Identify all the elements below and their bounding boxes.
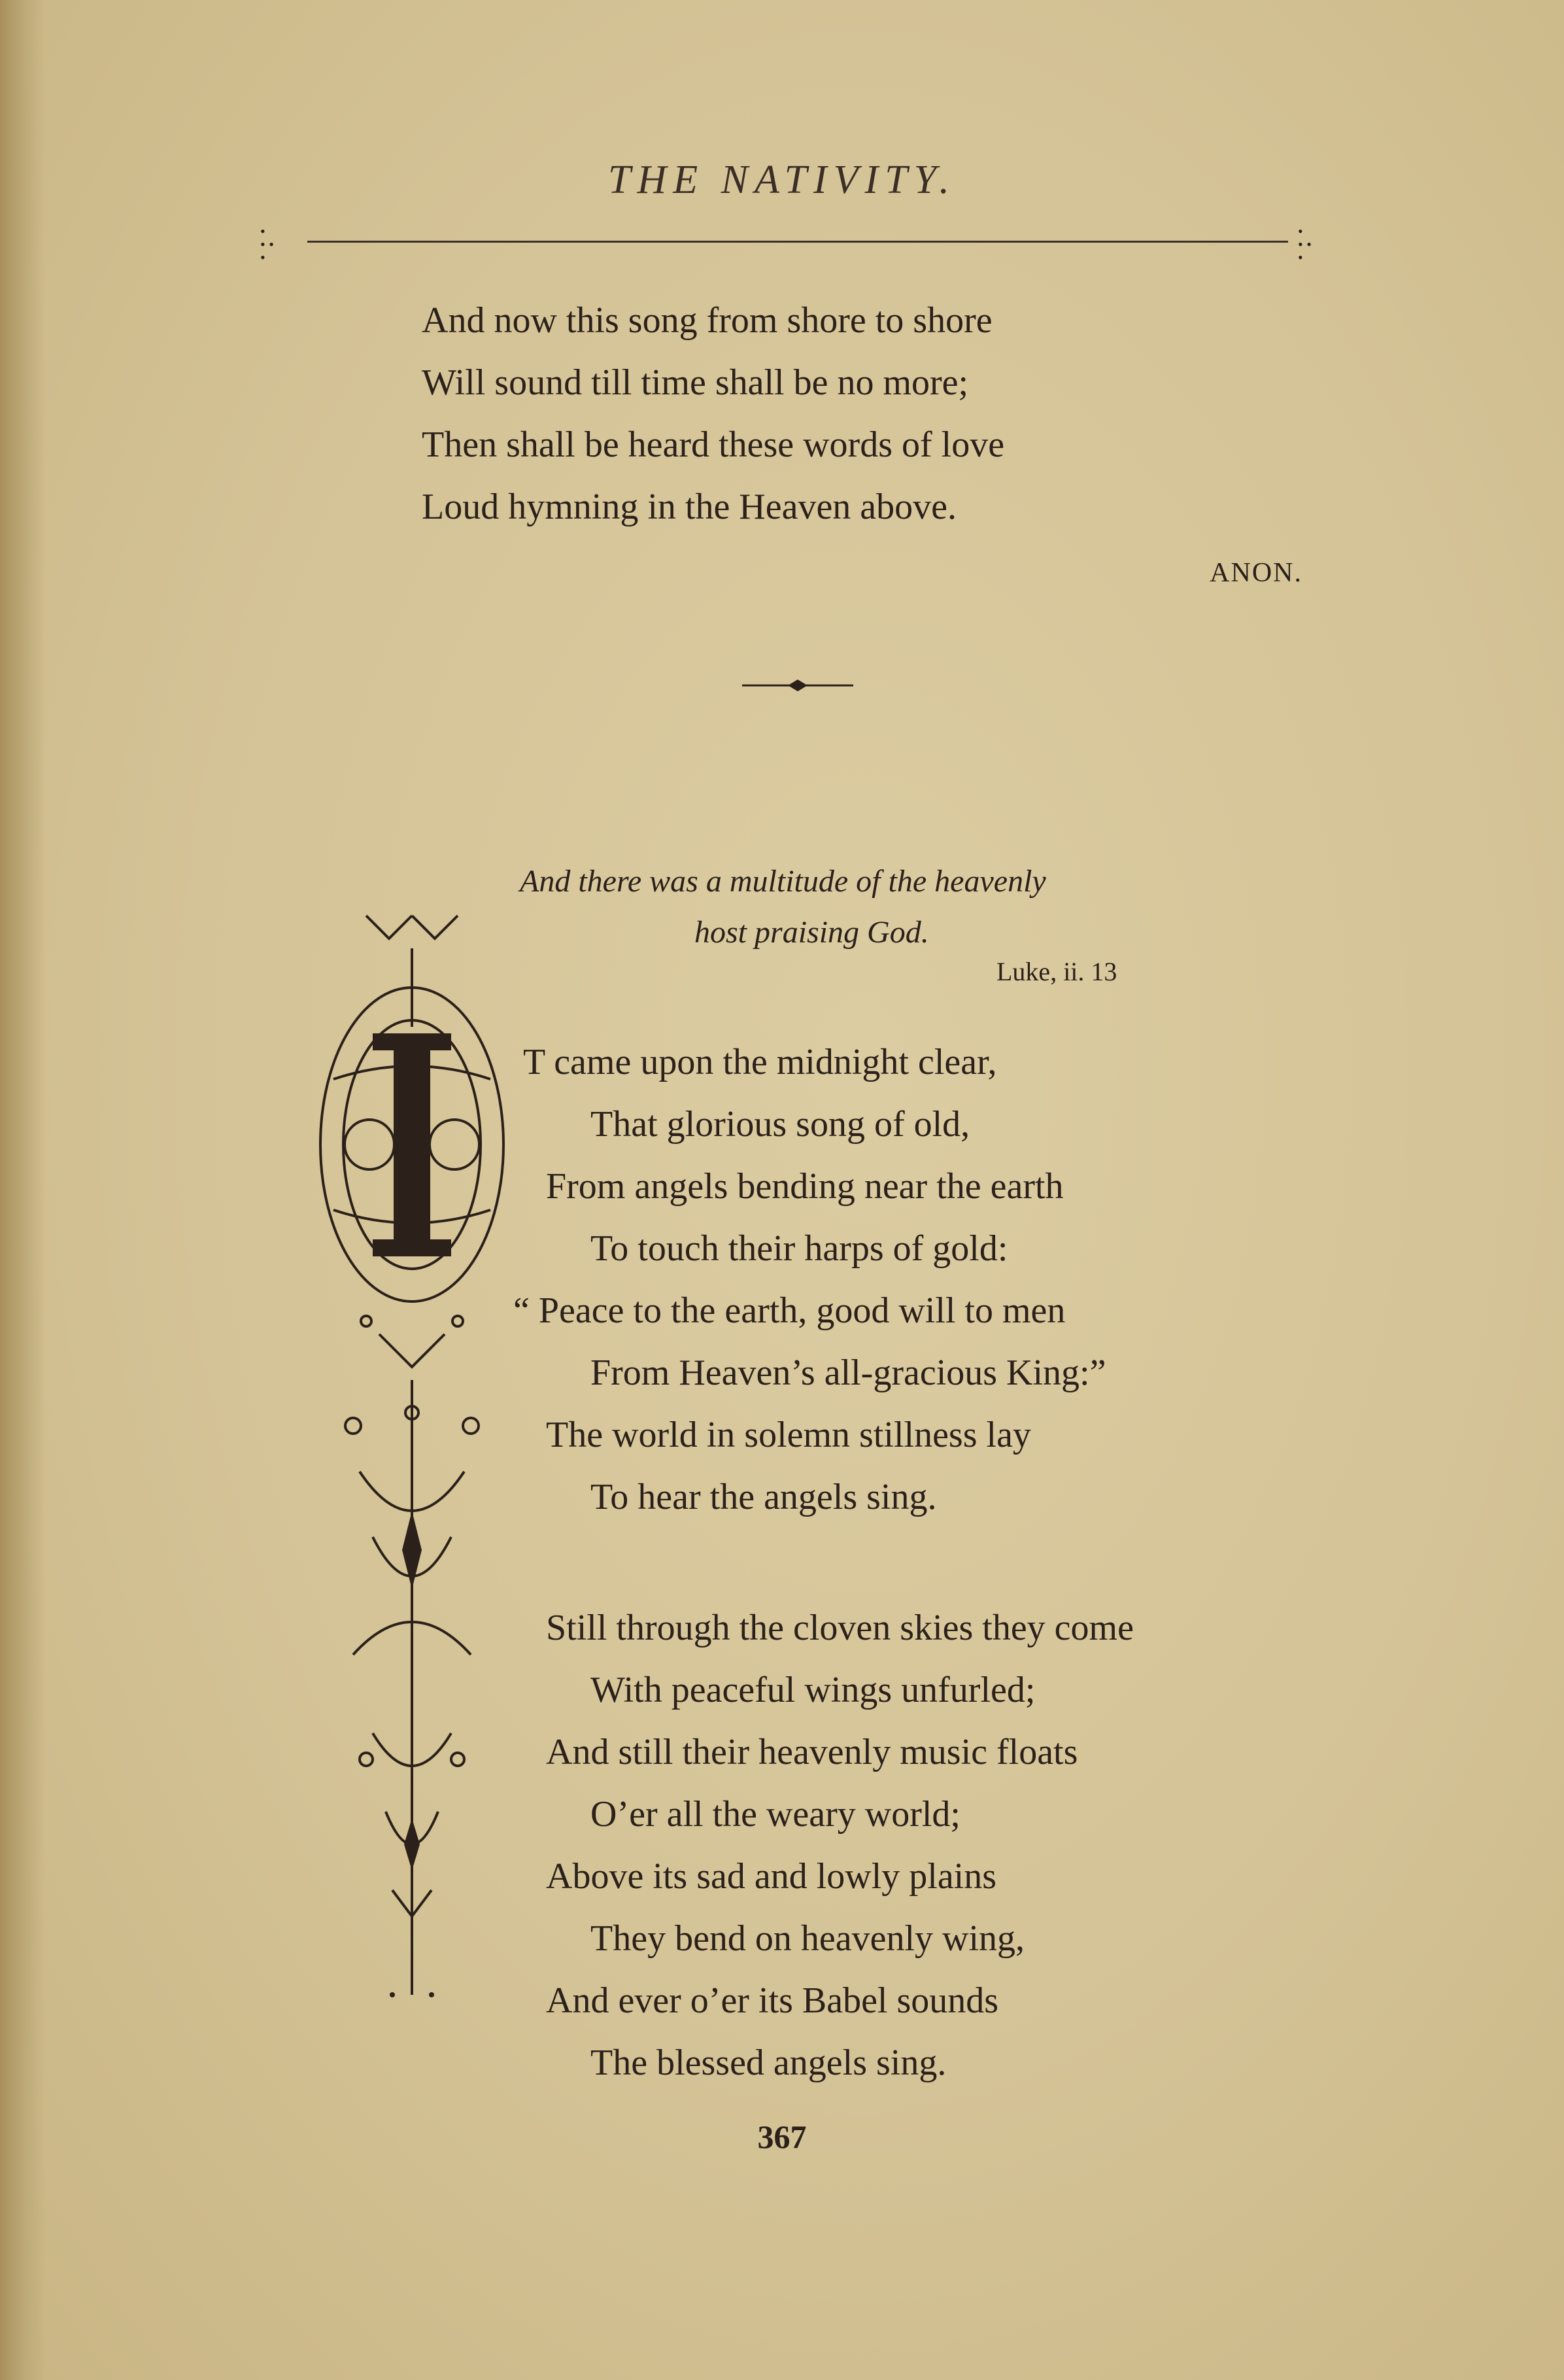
poem2-line: “ Peace to the earth, good will to men — [513, 1290, 1066, 1331]
poem2-line: They bend on heavenly wing, — [590, 1918, 1025, 1959]
epigraph-citation: Luke, ii. 13 — [996, 957, 1117, 986]
poem2-line: With peaceful wings unfurled; — [590, 1670, 1036, 1710]
poem2-line: T came upon the midnight clear, — [523, 1042, 997, 1082]
poem2-line: The blessed angels sing. — [590, 2043, 947, 2083]
poem2-line: To hear the angels sing. — [590, 1477, 937, 1517]
section-divider-ornament — [742, 674, 853, 697]
poem2-line: To touch their harps of gold: — [590, 1228, 1008, 1269]
epigraph-line: host praising God. — [694, 915, 929, 950]
poem1-attribution: ANON. — [1210, 558, 1302, 588]
epigraph-line: And there was a multitude of the heavenly — [520, 864, 1046, 899]
initial-ornament-icon — [314, 883, 510, 2060]
poem2-line: Above its sad and lowly plains — [546, 1856, 997, 1897]
poem2-line: From Heaven’s all-gracious King:” — [590, 1353, 1106, 1393]
rule-left-ornament: • • • • — [260, 223, 274, 266]
running-header: THE NATIVITY. — [608, 158, 956, 202]
poem2-line: And ever o’er its Babel sounds — [546, 1980, 999, 2021]
poem1-line: Loud hymning in the Heaven above. — [422, 487, 957, 527]
header-rule — [307, 241, 1288, 243]
poem1-line: Will sound till time shall be no more; — [422, 362, 969, 403]
poem2-line: The world in solemn stillness lay — [546, 1415, 1031, 1455]
decorated-initial — [314, 883, 510, 2060]
poem2-line: O’er all the weary world; — [590, 1794, 960, 1835]
poem1-line: And now this song from shore to shore — [422, 300, 993, 341]
poem2-line: And still their heavenly music floats — [546, 1732, 1078, 1772]
page-edge-shadow — [0, 0, 46, 2380]
poem1-line: Then shall be heard these words of love — [422, 424, 1005, 465]
rule-right-ornament: • • • • — [1298, 223, 1312, 266]
poem2-line: That glorious song of old, — [590, 1104, 970, 1145]
poem2-line: Still through the cloven skies they come — [546, 1608, 1134, 1648]
poem2-line: From angels bending near the earth — [546, 1166, 1064, 1207]
page-number: 367 — [757, 2118, 807, 2155]
